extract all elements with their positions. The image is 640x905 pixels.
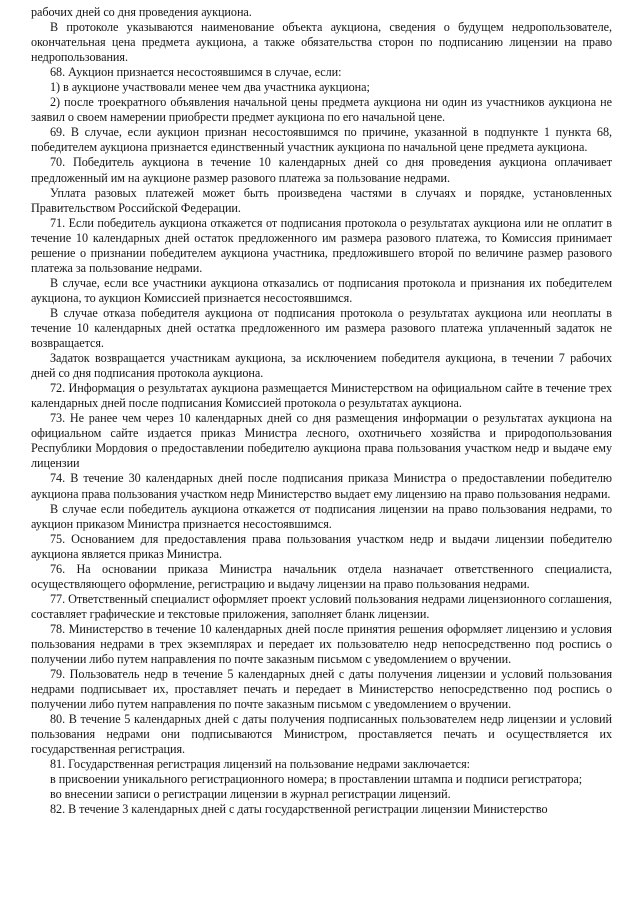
paragraph: 80. В течение 5 календарных дней с даты получения подписанных пользователем недр лицензии и условий пользования недрами они подписываются Министром, проставляется печать и осуществляется их государственная регистрация.	[31, 712, 612, 757]
paragraph: 74. В течение 30 календарных дней после подписания приказа Министра о предоставлении победителю аукциона права пользования участком недр Министерство выдает ему лицензию на право пользования недрами.	[31, 471, 612, 501]
paragraph: 82. В течение 3 календарных дней с даты государственной регистрации лицензии Министерство	[50, 802, 548, 817]
paragraph: В протоколе указываются наименование объекта аукциона, сведения о будущем недропользователе, окончательная цена предмета аукциона, а также обязательства сторон по подписанию лицензии на право недропользования.	[31, 20, 612, 65]
paragraph: 2) после троекратного объявления начальной цены предмета аукциона ни один из участников аукциона не заявил о своем намерении приобрести предмет аукциона по его начальной цене.	[31, 95, 612, 125]
paragraph: 78. Министерство в течение 10 календарных дней после принятия решения оформляет лицензию и условия пользования недрами в трех экземплярах и передает их пользователю недр непосредственно под роспись о получении либо путем направления по почте заказным письмом с уведомлением о вручении.	[31, 621, 612, 667]
paragraph: 79. Пользователь недр в течение 5 календарных дней с даты получения лицензии и условий пользования недрами подписывает их, проставляет печать и передает в Министерство непосредственно под роспись о получении либо путем направления по почте заказным письмом с уведомлением о вручении.	[31, 667, 612, 712]
paragraph: 69. В случае, если аукцион признан несостоявшимся по причине, указанной в подпункте 1 пункта 68, победителем аукциона признается единственный участник аукциона по начальной цене предмета аукциона.	[31, 125, 612, 155]
paragraph: 81. Государственная регистрация лицензий на пользование недрами заключается:	[50, 757, 470, 772]
paragraph: 73. Не ранее чем через 10 календарных дней со дня размещения информации о результатах аукциона на официальном сайте издается приказ Министра лесного, охотничьего хозяйства и природопользования Республики Мордовия о предоставлении победителю аукциона права пользования участком недр и выдаче ему лицензии	[31, 411, 612, 471]
paragraph: В случае, если все участники аукциона отказались от подписания протокола и признания их победителем аукциона, то аукцион Комиссией признается несостоявшимся.	[31, 275, 612, 305]
paragraph: В случае отказа победителя аукциона от подписания протокола о результатах аукциона или неоплаты в течение 10 календарных дней остатка предложенного им размера разового платежа уплаченный задаток не возвращается.	[31, 305, 612, 351]
paragraph: 1) в аукционе участвовали менее чем два участника аукциона;	[50, 80, 370, 95]
paragraph: 71. Если победитель аукциона откажется от подписания протокола о результатах аукциона или не оплатит в течение 10 календарных дней остаток предложенного им размера разового платежа, то Комиссия принимает решение о признании победителем аукциона участника, предложившего второй по величине размер разового платежа за пользование недрами.	[31, 215, 612, 275]
paragraph: 77. Ответственный специалист оформляет проект условий пользования недрами лицензионного соглашения, составляет графические и текстовые приложения, заполняет бланк лицензии.	[31, 591, 612, 621]
document-body	[31, 5, 612, 818]
paragraph: в присвоении уникального регистрационного номера; в проставлении штампа и подписи регистратора;	[50, 772, 583, 787]
paragraph: 72. Информация о результатах аукциона размещается Министерством на официальном сайте в течение трех календарных дней после подписания Комиссией протокола о результатах аукциона.	[31, 381, 612, 411]
paragraph: 76. На основании приказа Министра начальник отдела назначает ответственного специалиста, осуществляющего оформление, регистрацию и выдачу лицензии на право пользования недрами.	[31, 561, 612, 591]
paragraph: 70. Победитель аукциона в течение 10 календарных дней со дня проведения аукциона оплачивает предложенный им на аукционе размер разового платежа за пользование недрами.	[31, 155, 612, 185]
paragraph: В случае если победитель аукциона откажется от подписания лицензии на право пользования недрами, то аукцион приказом Министра признается несостоявшимся.	[31, 501, 612, 531]
paragraph: 68. Аукцион признается несостоявшимся в случае, если:	[50, 65, 342, 80]
paragraph: Задаток возвращается участникам аукциона, за исключением победителя аукциона, в течении 7 рабочих дней со дня подписания протокола аукциона.	[31, 351, 612, 381]
paragraph: во внесении записи о регистрации лицензии в журнал регистрации лицензий.	[50, 787, 451, 802]
paragraph: 75. Основанием для предоставления права пользования участком недр и выдачи лицензии победителю аукциона является приказ Министра.	[31, 531, 612, 561]
paragraph: Уплата разовых платежей может быть произведена частями в случаях и порядке, установленных Правительством Российской Федерации.	[31, 185, 612, 215]
paragraph: рабочих дней со дня проведения аукциона.	[31, 5, 252, 19]
